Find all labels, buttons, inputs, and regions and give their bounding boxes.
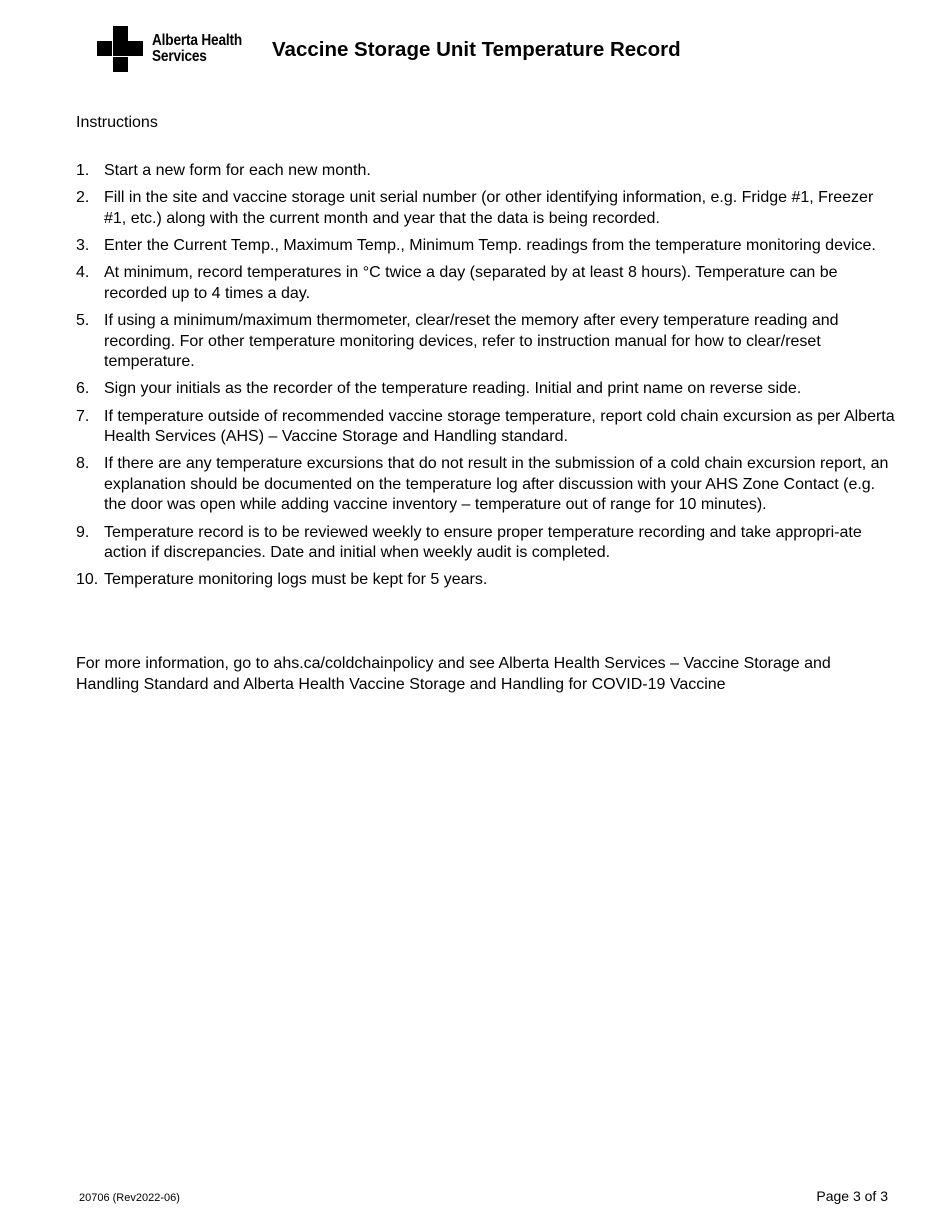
instruction-number: 8. [76,455,90,473]
instruction-item-2 [76,188,896,229]
logo-line-1: Alberta Health [152,32,243,49]
instruction-item-1 [76,161,896,182]
logo-line-2: Services [152,48,207,65]
instruction-item-3 [76,236,896,257]
instruction-number: 4. [76,264,90,282]
instruction-item-8 [76,454,896,516]
logo-wordmark [152,33,258,65]
instruction-text: Temperature record is to be reviewed weekly to ensure proper temperature recording and take appropri-ate action if discrepancies. Date and initial when weekly audit is completed. [104,523,862,562]
instruction-list [76,161,896,598]
instruction-number: 1. [76,162,90,179]
instruction-number: 9. [76,523,90,541]
instruction-text: If temperature outside of recommended vaccine storage temperature, report cold chain excursion as per Alberta Health Services (AHS) – Vaccine Storage and Handling standard. [104,407,895,446]
instructions-heading: Instructions [76,114,158,131]
instruction-text: Sign your initials as the recorder of the temperature reading. Initial and print name on reverse side. [104,380,802,398]
instruction-text: If there are any temperature excursions that do not result in the submission of a cold chain excursion report, an explanation should be documented on the temperature log after discussion with your AHS Zone Contact (e.g. the door was open while adding vaccine inventory – temperature out of range for 10 minutes). [104,455,889,514]
more-information-paragraph: For more information, go to ahs.ca/coldchainpolicy and see Alberta Health Services – Vaccine Storage and Handling Standard and Alberta Health Vaccine Storage and Handling for COVID-19 Vaccine [76,655,831,693]
instruction-text: Temperature monitoring logs must be kept for 5 years. [104,571,488,589]
instruction-item-5 [76,311,896,373]
instruction-text: If using a minimum/maximum thermometer, clear/reset the memory after every temperature reading and recording. For other temperature monitoring devices, refer to instruction manual for how to clear/reset temperature. [104,311,839,371]
instruction-number: 2. [76,189,90,207]
instruction-item-6 [76,379,896,400]
instruction-item-10 [76,570,896,591]
instruction-text: Enter the Current Temp., Maximum Temp., Minimum Temp. readings from the temperature monitoring device. [104,236,876,254]
instruction-number: 7. [76,407,90,425]
instruction-item-7 [76,407,896,448]
instruction-text: Fill in the site and vaccine storage unit serial number (or other identifying information, e.g. Fridge #1, Freezer #1, etc.) along with the current month and year that the data is being recorded. [104,189,874,227]
page-title: Vaccine Storage Unit Temperature Record [272,38,681,61]
instruction-text: Start a new form for each new month. [104,162,371,179]
page-header [97,25,272,73]
instruction-item-9 [76,523,896,564]
instruction-number: 5. [76,311,90,329]
instruction-number: 3. [76,236,90,254]
instruction-number: 6. [76,380,90,398]
instruction-item-4 [76,263,896,304]
page-number: Page 3 of 3 [816,1188,888,1204]
ahs-cross-logo-icon [97,26,143,72]
form-number: 20706 (Rev2022-06) [79,1192,180,1204]
instruction-number: 10. [76,571,99,589]
instruction-text: At minimum, record temperatures in °C twice a day (separated by at least 8 hours). Temperature can be recorded up to 4 times a day. [104,264,838,302]
ahs-logo [97,26,272,72]
